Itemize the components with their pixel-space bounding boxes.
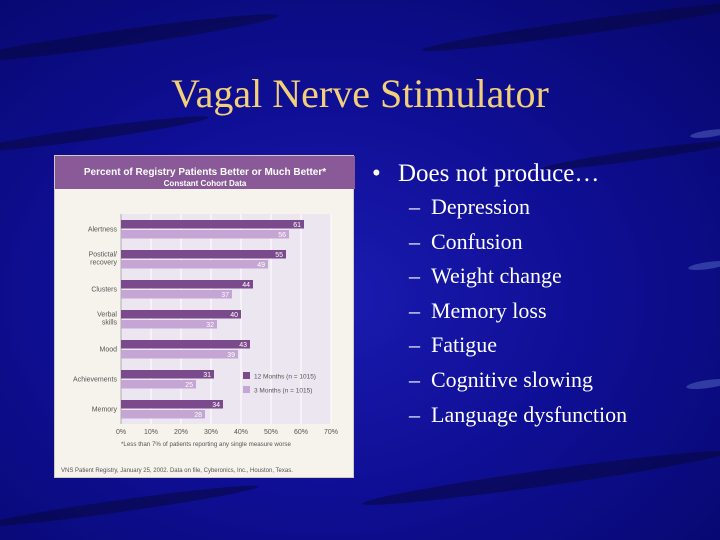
data-label: 61 [293,222,301,229]
bar [121,320,217,329]
bar [121,280,253,289]
bar [121,290,232,299]
data-label: 32 [206,322,214,329]
sub-bullet-text: Weight change [431,263,562,289]
legend-label: 3 Months (n = 1015) [254,387,313,395]
bar [121,370,214,379]
chart-source: VNS Patient Registry, January 25, 2002. Data on file, Cyberonics, Inc., Houston, Texas. [61,468,293,474]
dash-marker: – [409,194,420,219]
category-label: Memory [91,406,117,414]
sub-bullet-text: Depression [431,194,530,219]
background-streak [690,127,720,139]
main-bullet-text: Does not produce… [398,160,600,187]
chart-footnote: *Less than 7% of patients reporting any single measure worse [121,441,291,448]
sub-bullet-item [409,263,712,298]
x-tick-label: 30% [203,429,219,436]
background-streak [421,0,720,57]
bar [121,230,289,239]
data-label: 28 [194,412,202,419]
sub-bullet-item [409,229,712,264]
legend-swatch [243,372,250,379]
legend-swatch [243,386,250,393]
sub-bullet-item [409,332,712,367]
background-streak [0,111,210,156]
data-label: 25 [185,382,193,389]
background-streak [0,8,280,68]
sub-bullet-text: Cognitive slowing [431,366,593,392]
x-tick-label: 10% [143,429,159,436]
x-tick-label: 40% [233,429,249,436]
data-label: 56 [278,232,286,239]
category-label: Alertness [87,226,117,234]
sub-bullet-item [409,367,712,402]
legend-label: 12 Months (n = 1015) [254,373,316,381]
data-label: 31 [203,372,211,379]
slide-title: Vagal Nerve Stimulator [171,71,549,116]
x-tick-label: 50% [263,429,279,436]
sub-bullet-item [409,402,712,437]
data-label: 34 [212,402,220,409]
bar [121,410,205,419]
chart-title: Percent of Registry Patients Better or Much Better* [83,167,327,178]
data-label: 37 [221,292,229,299]
category-label: Postictal/ recovery [88,251,117,267]
bar [121,250,286,259]
bar-chart [55,156,355,479]
bar [121,260,268,269]
x-tick-label: 60% [293,429,309,436]
background-streak [0,481,259,532]
x-tick-label: 0% [115,429,127,436]
bullet-list [372,160,712,436]
sub-bullet-text: Language dysfunction [431,401,628,427]
sub-bullet-text: Fatigue [431,332,497,358]
x-tick-label: 70% [323,429,339,436]
chart-subtitle: Constant Cohort Data [163,179,247,188]
dash-marker: – [409,228,420,254]
category-label: Clusters [91,286,117,294]
data-label: 49 [257,262,265,269]
sub-bullet-list [409,194,712,436]
bar [121,310,241,319]
data-label: 40 [230,312,238,319]
bar [121,400,223,409]
category-label: Achievements [73,376,117,384]
data-label: 55 [275,252,283,259]
dash-marker: – [409,332,420,358]
data-label: 43 [239,342,247,349]
sub-bullet-item [409,194,712,229]
dash-marker: – [409,366,420,392]
x-tick-label: 20% [173,429,189,436]
dash-marker: – [409,297,420,323]
sub-bullet-text: Memory loss [431,297,547,323]
background-streak [361,444,720,511]
bar [121,340,250,349]
category-label: Mood [99,346,117,354]
sub-bullet-item [409,298,712,333]
sub-bullet-text: Confusion [431,228,523,254]
dash-marker: – [409,401,420,427]
chart-panel [54,155,354,478]
data-label: 39 [227,352,235,359]
bar [121,220,304,229]
bullet-marker: • [372,160,381,187]
bar [121,350,238,359]
category-label: Verbal skills [97,311,117,327]
main-bullet [372,160,712,188]
plot-area [73,214,338,436]
data-label: 44 [242,282,250,289]
dash-marker: – [409,263,420,289]
